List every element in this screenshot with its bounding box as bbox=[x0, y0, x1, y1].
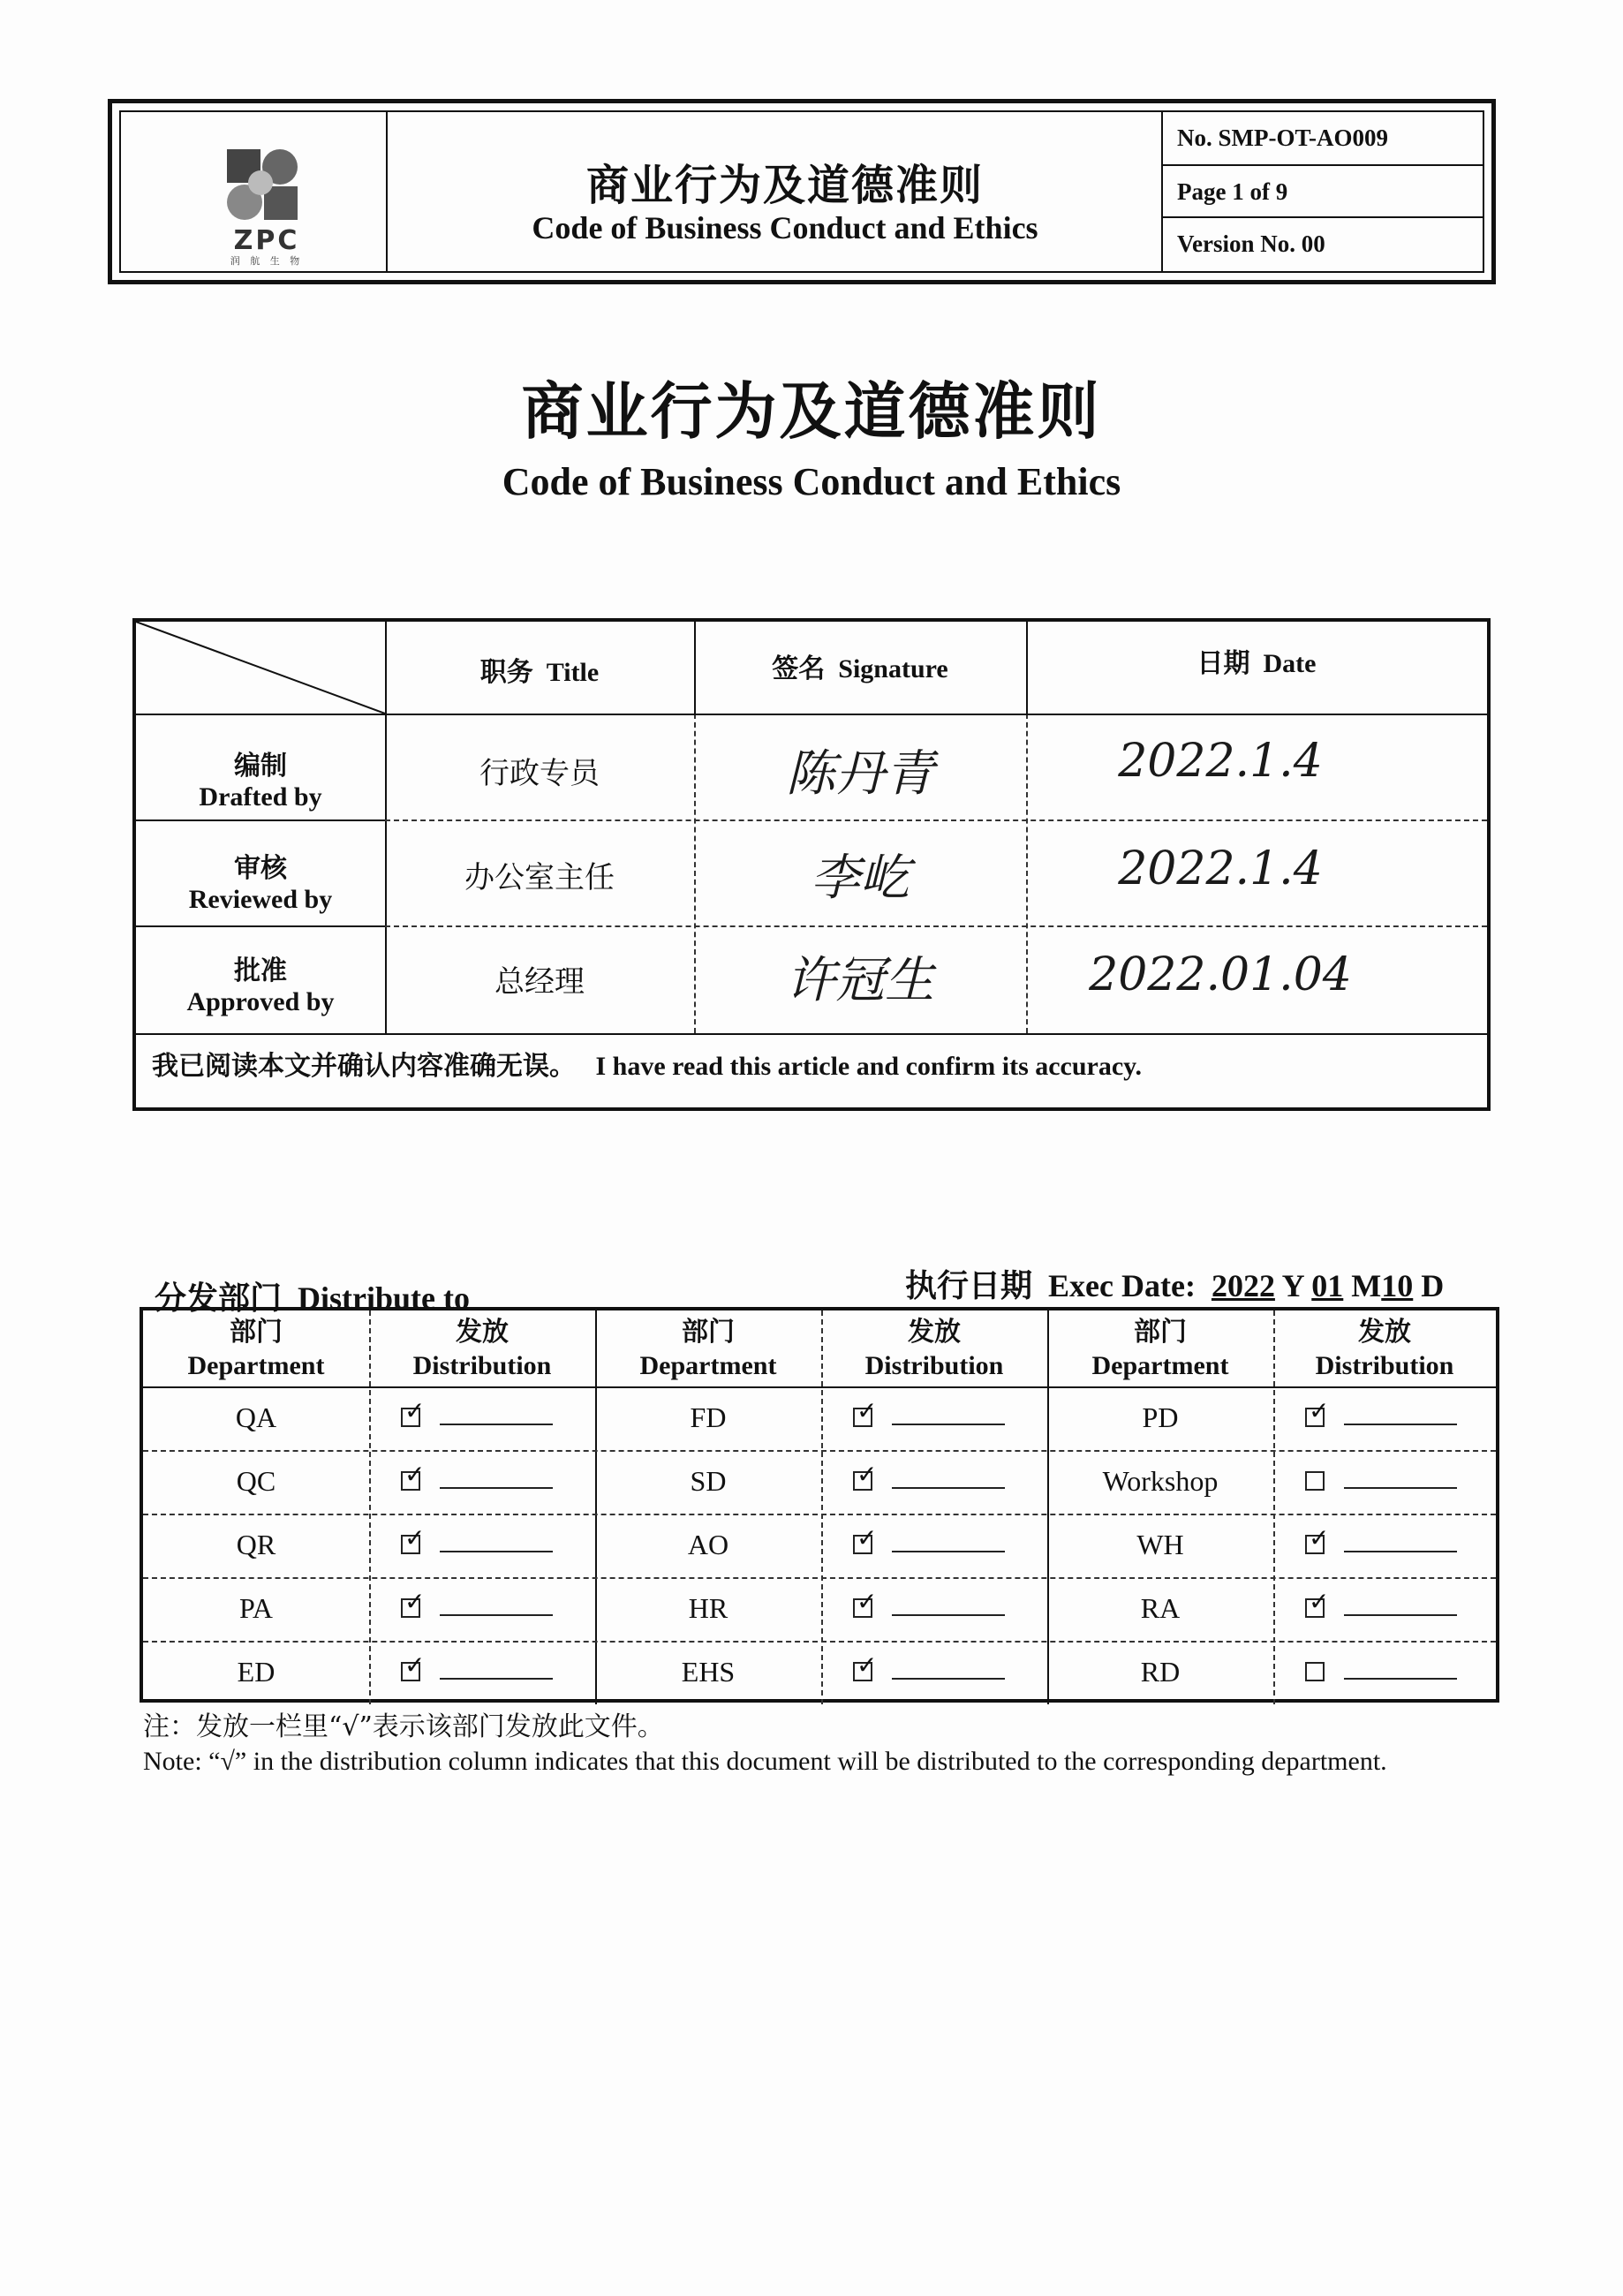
department-label: PA bbox=[239, 1592, 273, 1624]
row-divider bbox=[143, 1386, 1496, 1388]
note-zh: 注：发放一栏里“√”表示该部门发放此文件。 bbox=[143, 1711, 664, 1742]
check-mark-icon: ✓ bbox=[404, 1650, 426, 1680]
signature-reviewed: 李屹 bbox=[811, 850, 910, 907]
department-label: EHS bbox=[681, 1656, 736, 1688]
logo-text: ZPC bbox=[233, 225, 300, 256]
row-divider bbox=[143, 1641, 1496, 1643]
exec-date: 执行日期 Exec Date: 2022 Y 01 M10 D bbox=[905, 1268, 1445, 1304]
checkbox-unchecked[interactable] bbox=[1305, 1471, 1325, 1491]
header-diagonal bbox=[136, 622, 385, 714]
signature-blank bbox=[440, 1487, 553, 1489]
signature-drafted: 陈丹青 bbox=[786, 745, 934, 803]
col-divider bbox=[1273, 1310, 1275, 1704]
header-department: 部门 Department bbox=[639, 1317, 777, 1380]
distribution-cell bbox=[369, 1514, 595, 1575]
signature-blank bbox=[1344, 1614, 1457, 1616]
signature-blank bbox=[892, 1551, 1005, 1552]
signature-blank bbox=[440, 1678, 553, 1680]
version-number: Version No. 00 bbox=[1163, 216, 1483, 268]
checkbox-checked[interactable] bbox=[401, 1650, 426, 1681]
checkbox-checked[interactable] bbox=[853, 1650, 878, 1681]
exec-month: 01 bbox=[1311, 1268, 1344, 1303]
row-divider bbox=[143, 1577, 1496, 1579]
department-label: RD bbox=[1140, 1656, 1181, 1688]
note-en: Note: “√” in the distribution column indicates that this document will be distributed to the corresponding department. bbox=[143, 1747, 1387, 1776]
confirmation-statement: 我已阅读本文并确认内容准确无误。 I have read this article and confirm its accuracy. bbox=[152, 1051, 1143, 1082]
distribution-cell bbox=[369, 1450, 595, 1512]
exec-day: 10 bbox=[1381, 1268, 1414, 1303]
department-label: QR bbox=[236, 1529, 276, 1560]
department-label: QC bbox=[236, 1465, 276, 1497]
department-label: Workshop bbox=[1102, 1465, 1219, 1497]
checkbox-checked[interactable] bbox=[401, 1523, 426, 1554]
department-label: FD bbox=[690, 1401, 727, 1433]
distribution-table bbox=[140, 1307, 1499, 1703]
row-divider bbox=[143, 1450, 1496, 1452]
check-mark-icon: ✓ bbox=[404, 1523, 426, 1552]
signature-blank bbox=[440, 1424, 553, 1425]
header-distribution: 发放 Distribution bbox=[1315, 1317, 1454, 1380]
header-frame bbox=[119, 110, 1484, 273]
check-mark-icon: ✓ bbox=[857, 1460, 878, 1489]
signature-blank bbox=[892, 1614, 1005, 1616]
check-mark-icon: ✓ bbox=[1309, 1396, 1330, 1425]
checkbox-checked[interactable] bbox=[853, 1396, 878, 1427]
distribution-cell bbox=[821, 1386, 1047, 1448]
checkbox-checked[interactable] bbox=[853, 1587, 878, 1618]
checkbox-checked[interactable] bbox=[401, 1587, 426, 1618]
checkbox-checked[interactable] bbox=[853, 1523, 878, 1554]
distribution-cell bbox=[369, 1386, 595, 1448]
distribution-cell bbox=[821, 1641, 1047, 1703]
col-divider bbox=[1047, 1310, 1049, 1704]
signature-blank bbox=[1344, 1678, 1457, 1680]
department-label: PD bbox=[1142, 1401, 1179, 1433]
signature-approved: 许冠生 bbox=[786, 952, 934, 1009]
row-divider bbox=[136, 714, 1487, 715]
signature-blank bbox=[892, 1487, 1005, 1489]
date-reviewed: 2022.1.4 bbox=[1118, 842, 1323, 895]
department-label: SD bbox=[690, 1465, 727, 1497]
checkbox-checked[interactable] bbox=[1305, 1396, 1330, 1427]
check-mark-icon: ✓ bbox=[404, 1587, 426, 1616]
col-divider bbox=[369, 1310, 371, 1704]
role-drafted: 编制 Drafted by bbox=[199, 751, 322, 812]
department-label: WH bbox=[1136, 1529, 1184, 1560]
signature-blank bbox=[440, 1614, 553, 1616]
header-department: 部门 Department bbox=[1091, 1317, 1229, 1380]
col-divider bbox=[821, 1310, 823, 1704]
signature-blank bbox=[892, 1678, 1005, 1680]
company-logo-icon bbox=[225, 147, 301, 223]
col-header-signature: 签名 Signature bbox=[772, 653, 948, 684]
document-title-zh: 商业行为及道德准则 bbox=[521, 375, 1102, 448]
doc-number: No. SMP-OT-AO009 bbox=[1177, 125, 1389, 151]
check-mark-icon: ✓ bbox=[857, 1587, 878, 1616]
distribution-cell bbox=[1273, 1514, 1499, 1575]
col-header-date: 日期 Date bbox=[1196, 648, 1317, 679]
distribution-cell bbox=[821, 1577, 1047, 1639]
col-header-title: 职务 Title bbox=[479, 657, 600, 688]
check-mark-icon: ✓ bbox=[1309, 1587, 1330, 1616]
date-drafted: 2022.1.4 bbox=[1118, 735, 1323, 788]
signature-blank bbox=[892, 1424, 1005, 1425]
department-label: ED bbox=[237, 1656, 276, 1688]
signature-blank bbox=[1344, 1424, 1457, 1425]
header-title-zh: 商业行为及道德准则 bbox=[585, 161, 984, 210]
distribution-cell bbox=[1273, 1641, 1499, 1703]
distribution-cell bbox=[1273, 1386, 1499, 1448]
signature-blank bbox=[440, 1551, 553, 1552]
row-divider bbox=[136, 1033, 1487, 1035]
checkbox-checked[interactable] bbox=[1305, 1523, 1330, 1554]
logo-cell bbox=[121, 112, 388, 271]
row-divider bbox=[143, 1514, 1496, 1515]
distribution-cell bbox=[369, 1641, 595, 1703]
row-divider bbox=[385, 925, 1487, 927]
col-divider bbox=[595, 1310, 597, 1704]
check-mark-icon: ✓ bbox=[857, 1396, 878, 1425]
approval-table bbox=[132, 618, 1491, 1111]
check-mark-icon: ✓ bbox=[404, 1396, 426, 1425]
header-title-en: Code of Business Conduct and Ethics bbox=[532, 210, 1038, 245]
check-mark-icon: ✓ bbox=[857, 1523, 878, 1552]
check-mark-icon: ✓ bbox=[404, 1460, 426, 1489]
page-number: Page 1 of 9 bbox=[1163, 164, 1483, 216]
check-mark-icon: ✓ bbox=[857, 1650, 878, 1680]
checkbox-unchecked[interactable] bbox=[1305, 1662, 1325, 1681]
distribution-cell bbox=[1273, 1577, 1499, 1639]
distribution-title: 分发部门 Distribute to bbox=[155, 1280, 470, 1317]
distribution-cell bbox=[369, 1577, 595, 1639]
checkbox-checked[interactable] bbox=[1305, 1587, 1330, 1618]
header-meta-cell bbox=[1161, 112, 1483, 271]
date-approved: 2022.01.04 bbox=[1089, 948, 1352, 1001]
department-label: RA bbox=[1140, 1592, 1181, 1624]
header-distribution: 发放 Distribution bbox=[412, 1317, 552, 1380]
logo-subtext: 润 航 生 物 bbox=[230, 255, 304, 267]
distribution-cell bbox=[821, 1514, 1047, 1575]
signature-blank bbox=[1344, 1551, 1457, 1552]
distribution-cell bbox=[821, 1450, 1047, 1512]
row-divider bbox=[136, 925, 385, 927]
signature-blank bbox=[1344, 1487, 1457, 1489]
document-header bbox=[108, 99, 1496, 284]
checkbox-checked[interactable] bbox=[853, 1460, 878, 1491]
header-distribution: 发放 Distribution bbox=[864, 1317, 1004, 1380]
title-approved: 总经理 bbox=[494, 964, 585, 1000]
department-label: HR bbox=[688, 1592, 728, 1624]
role-approved: 批准 Approved by bbox=[186, 955, 335, 1016]
row-divider bbox=[385, 819, 1487, 821]
title-reviewed: 办公室主任 bbox=[464, 860, 615, 895]
check-mark-icon: ✓ bbox=[1309, 1523, 1330, 1552]
title-drafted: 行政专员 bbox=[479, 756, 600, 791]
exec-year: 2022 bbox=[1211, 1268, 1275, 1303]
role-reviewed: 审核 Reviewed by bbox=[188, 853, 333, 914]
header-title-cell bbox=[388, 112, 1182, 271]
department-label: AO bbox=[687, 1529, 729, 1560]
checkbox-checked[interactable] bbox=[401, 1460, 426, 1491]
department-label: QA bbox=[235, 1401, 277, 1433]
distribution-cell bbox=[1273, 1450, 1499, 1512]
row-divider bbox=[136, 819, 385, 821]
checkbox-checked[interactable] bbox=[401, 1396, 426, 1427]
header-department: 部门 Department bbox=[187, 1317, 325, 1380]
document-title-en: Code of Business Conduct and Ethics bbox=[502, 460, 1121, 503]
